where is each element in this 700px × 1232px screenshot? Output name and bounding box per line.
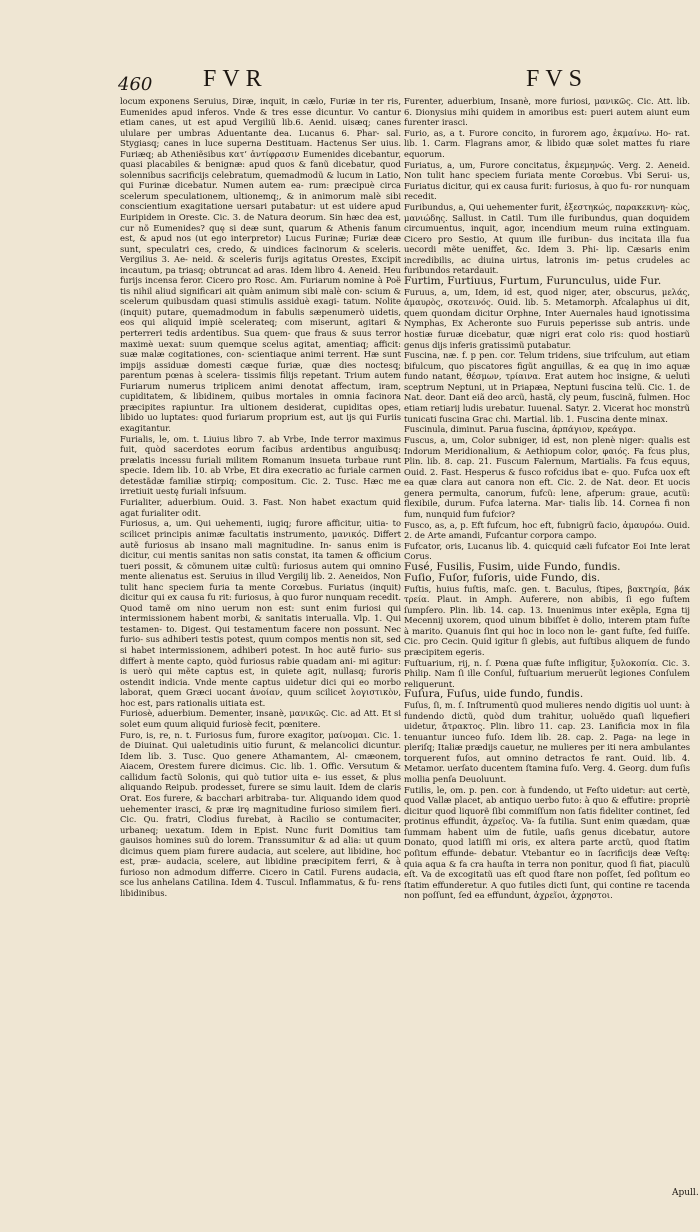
entry-paragraph: Furio, as, a t. Furore concito, in furorem ago, ἐκμαίνω. Ho- rat. lib. 1. Carm. Flagrans amor, & libido quæ solet mattes fu riare equorum. (404, 127, 690, 159)
catchword: Apull. (672, 1188, 699, 1198)
entry-paragraph: Fusé, Fusilis, Fusim, uide Fundo, fundis. (404, 561, 621, 574)
right-column (404, 96, 690, 1176)
entry-paragraph: Fufcator, oris, Lucanus lib. 4. quicquid cæli fufcator Eoi Inte lerat Corus. (404, 540, 690, 562)
entry-paragraph: Fuscus, a, um, Color subniger, id est, non plenè niger: qualis est Indorum Meridionalium, & Aethiopum color, φαιός. Fa fcus plus, Plin. lib. 8. cap. 21. Fuscum Falernum, Martialis. Fa fcus equus, Ouid. 2. Fast. Hesperus & fusco rofcidus ibat e- quo. Fufca uox eft ea quæ clara aut canora non eft. Cic. 2. de Nat. deor. Et uocis genera permulta, canorum, fufcũ: lene, afperum: graue, acutũ: flexibile, durum. Fufca laterna. Mar- tialis lib. 14. Cornea fi non fum, nunquid fum fufcior? (404, 435, 690, 519)
entry-paragraph: Fuſura, Fuſus, uide fundo, fundis. (404, 688, 584, 701)
entry-paragraph: Fuscina, næ. f. p pen. cor. Telum tridens, siue trifculum, aut etiam bifulcum, quo piscatores figũt anguillas, & ea quę in imo aquæ fundo natant, θέσμων, τρίαινα. Erat autem hoc insigne, & uelutì sceptrum Neptuni, ut in Priapæa, Neptuni fuscina telũ. Cic. 1. de Nat. deor. Dant eiã deo arcũ, hastã, cly peum, fuscinã, fulmen. Hoc etiam retiarij ludis urebatur. Iuuenal. Satyr. 2. Vicerat hoc monstrũ tunicati fuscina Grac chi. Martial. lib. 1. Fuscina dente minax. (404, 350, 690, 424)
entry-paragraph: Furiosus, a, um. Qui uehementi, iugiq; furore afficitur, uitia- to scilicet principis animæ facultatis instrumento, μανικός. Differt autẽ furiosus ab insano mali magnitudine. In- sanus enim is dicitur, cui mentis sanitas non satis constat, ita tamen & officium tueri possit, & cõmunem uitæ cultũ: furiosus autem qui omnino mente alienatus est. Seruius in illud Vergilij lib. 2. Aeneidos, Non tulit hanc speciem furia ta mente Corœbus. Furiatus (inquit) dicitur qui ex causa fu rit: furiosus, à quo furor nunquam recedit. Quod tamẽ om nino uerum non est: sunt enim furiosi qui intermissionem habent morbi, & sanitatis interualla. Vlp. 1. Qui testamen- to. Digest. Qui testamentum facere non possunt. Nec furio- sus adhiberi testis potest, quum compos mentis non sit, sed si habet intermissionem, adhiberi potest. In hoc autẽ furio- sus differt à mente capto, quòd furiosus rabie quadam ani- mi agitur: is uerò qui mẽte captus est, in quiete agit, nullasq; furoris ostendit indicia. Vnde mente captus uidetur dici qui eo morbo laborat, quem Græci uocant ἀνοίαν, quum scilicet λογιστικὸν, hoc est, pars rationalis uitiata est. (120, 518, 401, 708)
entry-paragraph: Furiatus, a, um, Furore concitatus, ἐκμεμηνώς. Verg. 2. Aeneid. Non tulit hanc speciem furiata mente Corœbus. Vbi Serui- us, Furiatus dicitur, qui ex causa furit: furiosus, à quo fu- ror nunquam recedit. (404, 159, 690, 202)
running-head-right: FVS (526, 66, 589, 92)
left-column (120, 96, 401, 1176)
entry-paragraph: Furtim, Furtiuus, Furtum, Furunculus, uide Fur. (404, 275, 662, 288)
entry-paragraph: Furuus, a, um, Idem, id est, quod niger, ater, obscurus, μελάς, ἀμαυρὸς, σκοτεινός. Ouid. lib. 5. Metamorph. Afcalaphus ui dit, quem quondam dicitur Orphne, Inter Auernales haud ignotissima Nymphas, Ex Acheronte suo Furuis peperisse sub antris. unde hostiæ furuæ dicebatur, quæ nigri erat colo ris: quod hostiarũ genus dijs inferis gratissimũ putabatur. (404, 286, 690, 350)
entry-paragraph: Fuſtuarium, rij, n. ſ. Pœna quæ fuſte infligitur, ξυλοκοπία. Cic. 3. Philip. Nam ſi ille Conſul, fuſtuarium meruerũt legiones Conſulem reliquerunt. (404, 657, 690, 689)
entry-paragraph: Fuſio, Fuſor, fuſoris, uide Fundo, dis. (404, 571, 601, 584)
entry-paragraph: Furo, is, re, n. t. Furiosus fum, furore exagitor, μαίνομαι. Cic. 1. de Diuinat. Qui ualetudinis uitio furunt, & melancolici dicuntur. Idem lib. 3. Tusc. Quo genere Athamantem, Al- cmæonem, Aiacem, Orestem furere dicimus. Cic. lib. 1. Offic. Versutum & callidum factũ Solonis, qui quò tutior uita e- ius esset, & plus aliquando Reipub. prodesset, furere se simu lauit. Idem de claris Orat. Eos furere, & bacchari arbitraba- tur. Aliquando idem quod uehementer irasci, & præ irę magnitudine furioso similem fieri. Cic. Qu. fratri, Clodius furebat, à Racilio se contumaciter, urbaneq; uexatum. Idem in Epist. Nunc furit Domitius tam gauisos homines suũ do lorem. Transsumitur & ad alia: ut quum dicimus quem piam furere audacia, aut scelere, aut libidine, hoc est, præ- audacia, scelere, aut libidine præcipitem ferri, & à furioso non admodum differre. Cicero in Catil. Furens audacia, sce lus anhelans Catilina. Idem 4. Tuscul. Inflammatus, & fu- rens libidinibus. (120, 729, 401, 898)
entry-paragraph: Furialis, le, om. t. Liuius libro 7. ab Vrbe, Inde terror maximus fuit, quòd sacerdotes eorum facibus ardentibus anguibusq; prælatis incessu furiali militem Romanum insueta turbaue runt specie. Idem lib. 10. ab Vrbe, Et dira execratio ac furiale carmen detestãdæ familiæ stirpiq; compositum. Cic. 2. Tusc. Hæc me irretiuit uestę furiali infsuum. (120, 433, 401, 497)
entry-paragraph: locum exponens Seruius, Diræ, inquit, in cælo, Furiæ in ter ris, Eumenides apud inferos. Vnde & tres esse dicuntur. Vo cantur etiam canes, ut est apud Vergiliũ lib.6. Aenid. uisæq; canes ululare per umbras Aduentante dea. Lucanus 6. Phar- sal. Stygiasq; canes in luce superna Destituam. Hactenus Ser uius. Furiæq; ab Atheniẽsibus κατ’ ἀντίφρασιν Eumenides dicebantur, quasi placabiles & benignæ: apud quos & fanũ dicebatur, quod solennibus sacrificijs celebratum, quemadmodũ & lucum in Latio, qui Furinæ dicebatur. Numen autem ea- rum: præcipuè circa scelerum speculationem, ultionemq;, & in animorum malè sibi conscientium exagitatione uersari putabatur: ut est uidere apud Euripidem in Oreste. Cic. 3. de Natura deorum. Sin hæc dea est, cur nõ Eumenides? quę si deæ sunt, quarum & Athenis fanum est, & apud nos (ut ego interpretor) Lucus Furinæ; Furiæ deæ sunt, speculatri ces, credo, & uindices facinorum & sceleris. Vergilius 3. Ae- neid. & sceleris furijs agitatus Orestes, Excipit incautum, pa triasq; obtruncat ad aras. Idem libro 4. Aeneid. Heu furijs incensa feror. Cicero pro Rosc. Am. Furiarum nomine à Poë tis nihil aliud significari ait quàm animum sibi malè con- scium & scelerum quibusdam quasi stimulis assiduè exagi- tatum. Nolite (inquit) putare, quemadmodum in fabulis sæpenumerò uidetis, eos qui aliquid impiè scelerateq; com miserunt, agitari & perterreri tedis ardentibus. Sua quem- que fraus & suus terror maximè uexat: suum quemque scelus agitat, amentiaq; afficit: suæ malæ cogitationes, con- scientiaque animi terrent. Hæ sunt impijs assiduæ domesti cæque furiæ, quæ dies noctesq; parentum pœnas à scelera- tissimis filijs repetant. Trium autem Furiarum numerus triplicem animi denotat affectum, iram, cupiditatem, & libidinem, quibus mortales in omnia facinora præcipites rapiuntur. Ira ultionem desiderat, cupiditas opes, libido uo luptates: quod furiarum proprium est, aut ijs qui Furiis exagitantur. (120, 96, 401, 433)
entry-paragraph: Fusco, as, a, p. Eft fufcum, hoc eft, fubnigrũ facio, ἀμαυρόω. Ouid. 2. de Arte amandi, Fufcantur corpora campo. (404, 519, 690, 541)
page-number: 460 (118, 74, 153, 95)
running-head-left: FVR (203, 66, 268, 92)
entry-paragraph: Furenter, aduerbium, Insanè, more furiosi, μανικῶς. Cic. Att. lib. 6. Dionysius mihi quidem in amoribus est: pueri autem aiunt eum furenter irasci. (404, 96, 690, 128)
entry-paragraph: Furiosè, aduerbium. Dementer, insanè, μανικῶς. Cic. ad Att. Et si solet eum quum aliquid furiosè fecit, pœnitere. (120, 708, 401, 730)
entry-paragraph: Fuſus, ſi, m. ſ. Inſtrumentũ quod mulieres nendo digitis uol uunt: à fundendo dictũ, quòd dum trahitur, uoluẽdo quaſi liquefieri uidetur, ἄτρακτος. Plin. libro 11. cap. 23. Lanificia mox in fila tenuantur iunceo fuſo. Idem lib. 28. cap. 2. Paga- na lege in pleriſq; Italiæ prædijs cauetur, ne mulieres per iti nera ambulantes torquerent fuſos, aut omnino detractos fe rant. Ouid. lib. 4. Metamor. uerſato ducentem ſtamina fuſo. Verg. 4. Georg. dum fuſis mollia penſa Deuoluunt. (404, 700, 690, 784)
entry-paragraph: Furialiter, aduerbium. Ouid. 3. Fast. Non habet exactum quid agat furialiter odit. (120, 497, 401, 518)
entry-paragraph: Furibundus, a, Qui uehementer furit, ἐξεστηκώς, παρακεκινη- κὼς, μανιώδης. Sallust. in Catil. Tum ille furibundus, quan doquidem circumuentus, inquit, agor, incendium meum ruina extinguam. Cicero pro Sestio, At quum ille furibun- dus incitata illa fua uecordi mẽte ueniffet, &c. Idem 3. Phi- lip. Cæsaris enim incredibilis, ac diuina uirtus, latronis im- petus crudeles ac furibundos retardauit. (404, 202, 690, 276)
entry-paragraph: Fuſtis, huius fuſtis, maſc. gen. t. Baculus, ſtipes, βακτηρία, βάκ τρεία. Plaut. in Amph. Auferere, non abibis, ſi ego fuſtem ſumpſero. Plin. lib. 14. cap. 13. Inuenimus inter exẽpla, Egna tij Mecennij uxorem, quod uinum bibiſſet è dolio, interem ptam fuſte à marito. Quanuis ſint qui hoc in loco non le- gant fuſte, ſed fuiſſe. Cic. pro Cecin. Quid igitur ſi glebis, aut fuſtibus aliquem de fundo præcipitem egeris. (404, 583, 690, 657)
entry-paragraph: Futilis, le, om. p. pen. cor. à fundendo, ut Feſto uidetur: aut certè, quod Vallæ placet, ab antiquo uerbo futo: à quo & effutire: propriè dicitur quod liquorẽ ſibi commiſſum non ſatis fideliter continet, ſed protinus effundit, ἀχρεῖος. Va- ſa futilia. Sunt enim quædam, quæ ſummam habent uim de futile, uaſis genus dicebatur, autore Donato, quod latiſſi mi oris, ex altera parte arctũ, quod ſtatim poſitum effunde- debatur. Vtebantur eo in ſacrificijs deæ Veſtę: quia aqua & fa cra hauſta in terra non ponitur, quod ſi fiat, piaculũ eſt. Va de excogitatũ uas eſt quod ſtare non poſſet, ſed poſitum eo ſtatim effunderetur. A quo futiles dicti ſunt, qui contine re tacenda non poſſunt, ſed ea effundunt, ἀχρεῖοι, ἀχρηστοι. (404, 784, 690, 901)
entry-paragraph: Fuscinula, diminut. Parua fuscina, ἁρπάγιον, κρεάγρα. (404, 424, 636, 435)
